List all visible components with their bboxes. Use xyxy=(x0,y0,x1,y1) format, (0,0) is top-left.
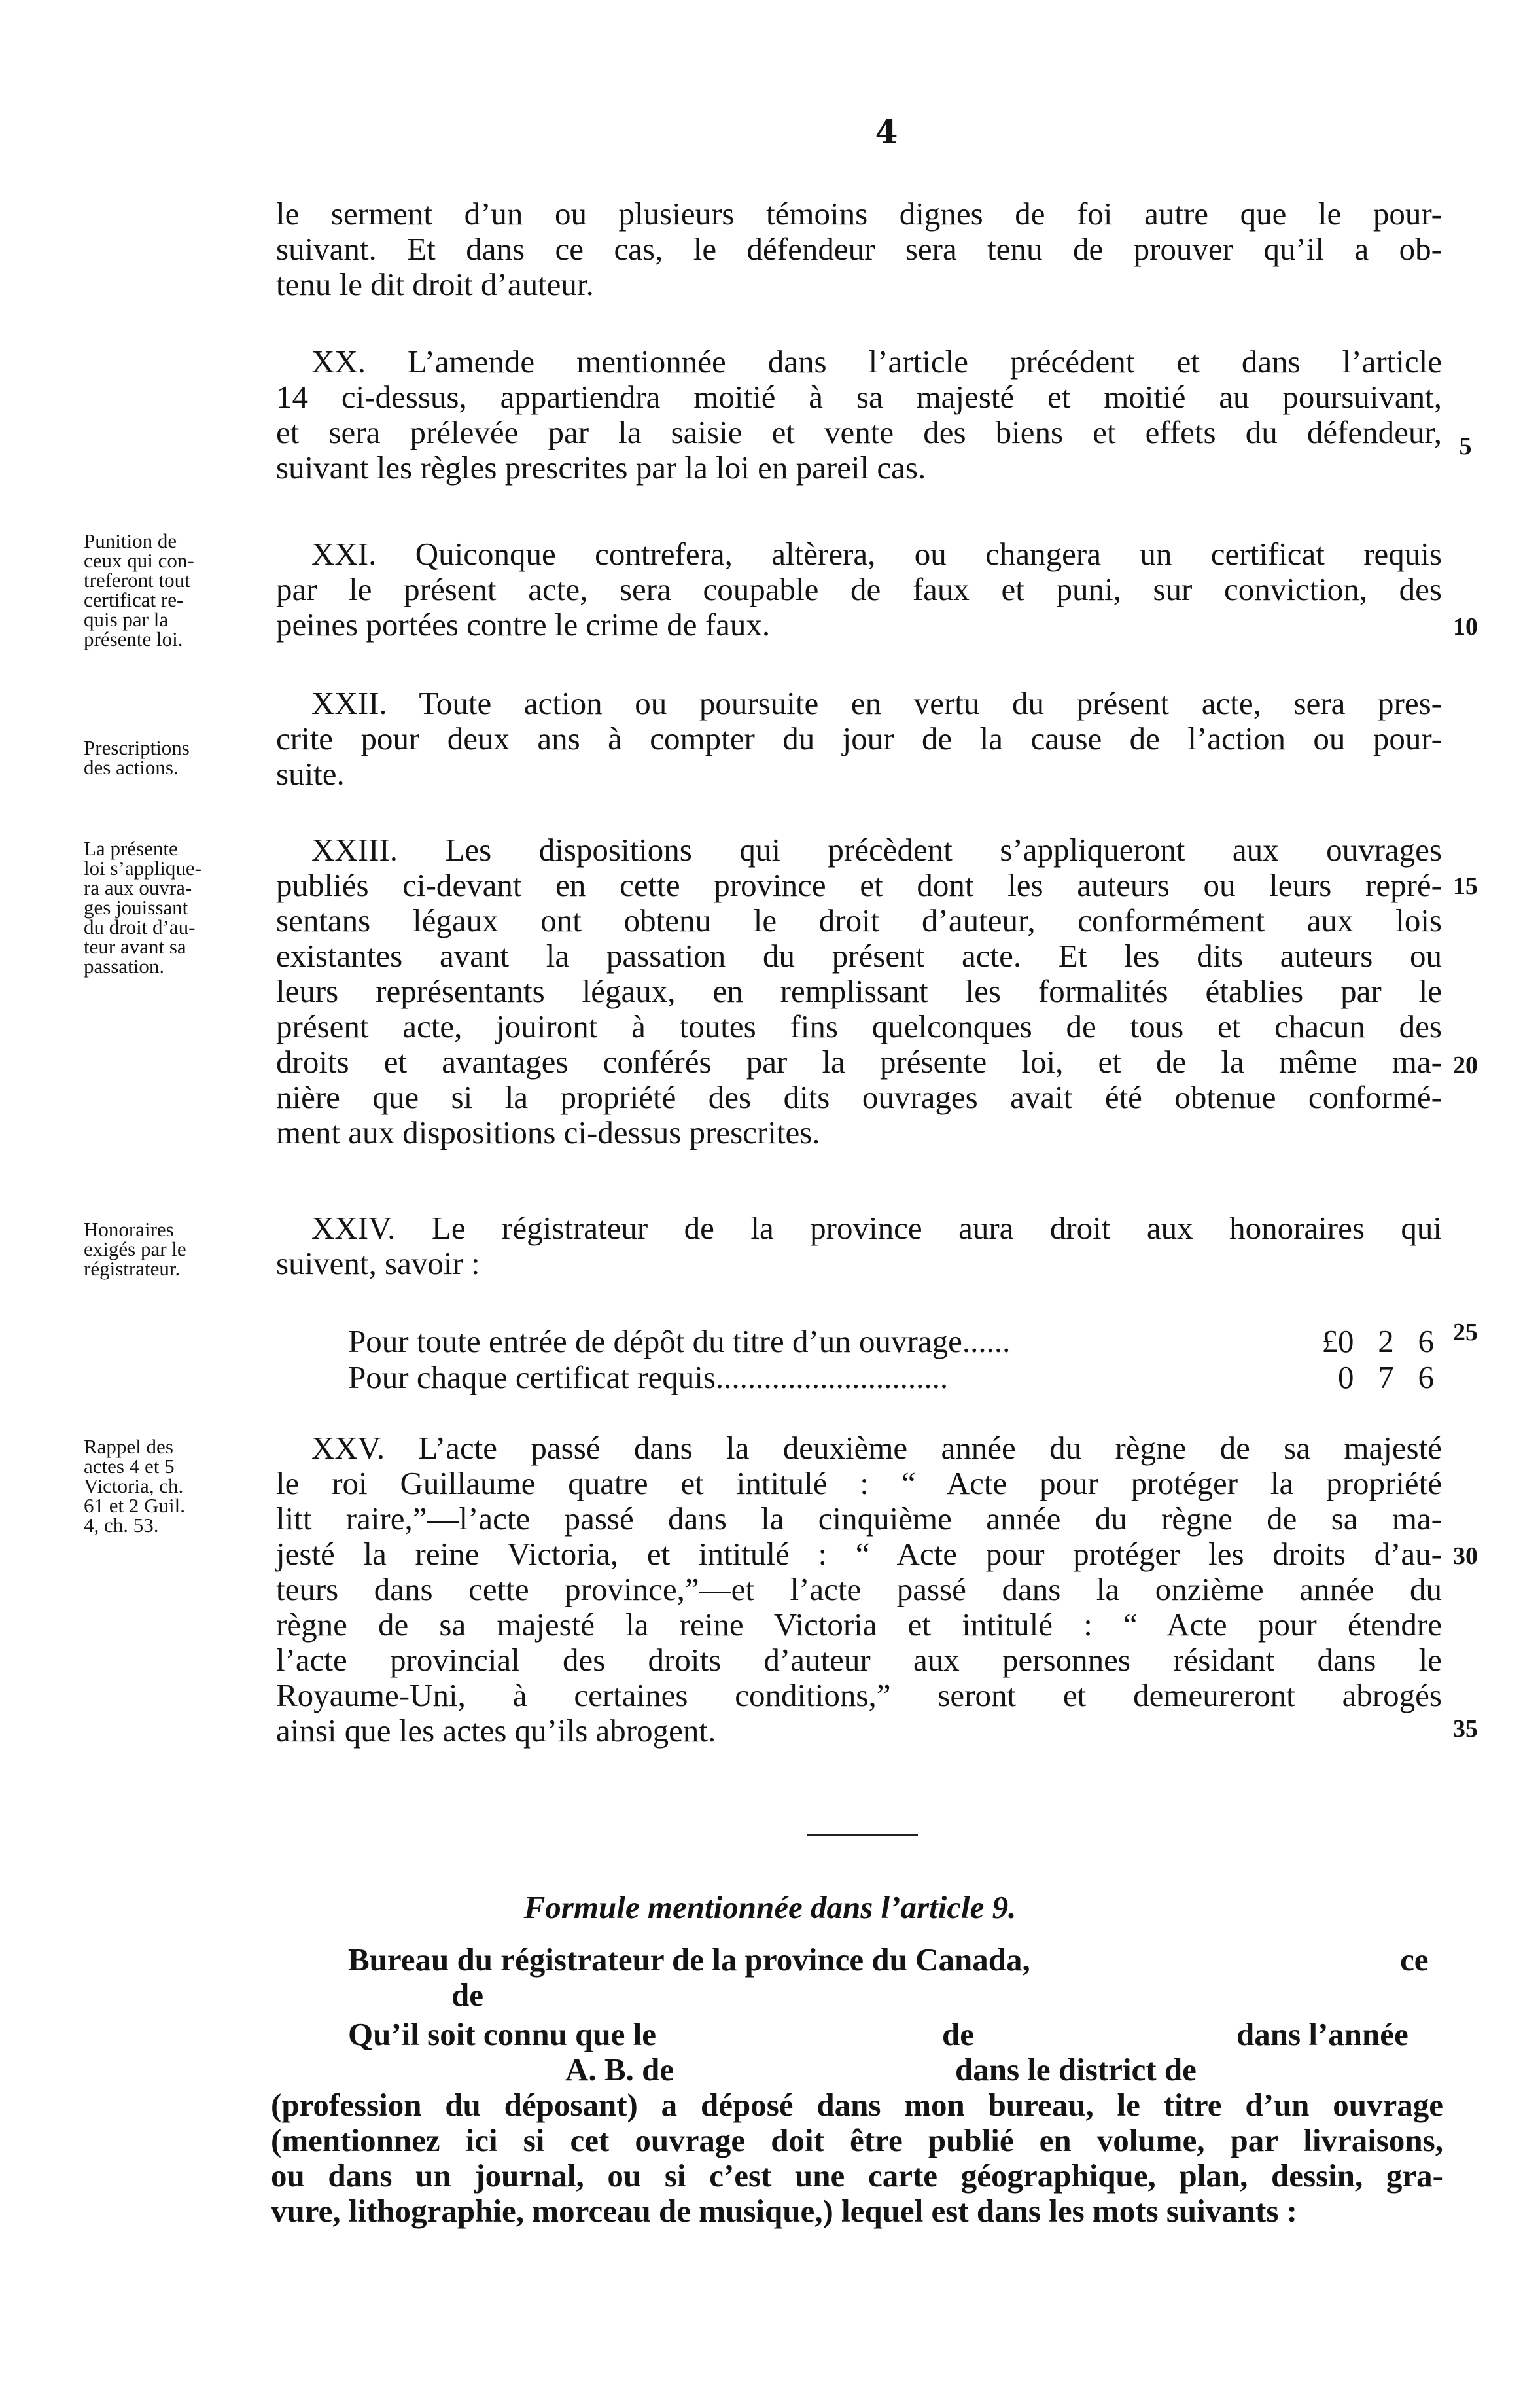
text-line: XXIV. Le régistrateur de la province aura droit aux honoraires qui xyxy=(311,1210,1442,1246)
article-24 xyxy=(276,1211,1442,1281)
text-line: ment aux dispositions ci-dessus prescrites. xyxy=(276,1114,820,1150)
margin-note-line: 61 et 2 Guil. xyxy=(84,1494,185,1517)
margin-note-line: 4, ch. 53. xyxy=(84,1514,159,1537)
margin-note-line: régistrateur. xyxy=(84,1257,181,1280)
text-line: (mentionnez ici si cet ouvrage doit être publié en volume, par livraisons, xyxy=(271,2122,1443,2158)
line-number: 20 xyxy=(1453,1052,1478,1079)
margin-note-line: treferont tout xyxy=(84,569,190,592)
text-line: règne de sa majesté la reine Victoria et intitulé : “ Acte pour étendre xyxy=(276,1607,1442,1643)
margin-note-line: certificat re- xyxy=(84,588,184,611)
fee-pence: 6 xyxy=(1418,1323,1434,1359)
text-line: leurs représentants légaux, en remplissant les formalités établies par le xyxy=(276,973,1442,1009)
margin-note-line: exigés par le xyxy=(84,1237,186,1260)
margin-note-line: Rappel des xyxy=(84,1435,173,1458)
text-line: suite. xyxy=(276,756,345,792)
form-ab: A. B. de xyxy=(565,2052,674,2088)
line-number: 5 xyxy=(1459,433,1472,460)
margin-note-line: présente loi. xyxy=(84,628,183,650)
margin-note-rappel xyxy=(84,1437,255,1535)
margin-note-line: ceux qui con- xyxy=(84,549,194,572)
text-line: par le présent acte, sera coupable de faux et puni, sur conviction, des xyxy=(276,571,1442,607)
fee-pounds: 0 xyxy=(1338,1359,1354,1395)
text-line: droits et avantages conférés par la présente loi, et de la même ma- xyxy=(276,1044,1442,1080)
form-dans-annee: dans l’année xyxy=(1236,2016,1409,2052)
margin-note-line: passation. xyxy=(84,955,165,978)
text-line: ou dans un journal, ou si c’est une carte géographique, plan, dessin, gra- xyxy=(271,2158,1443,2194)
page-number: 4 xyxy=(875,113,898,151)
text-line: XXIII. Les dispositions qui précèdent s’appliqueront aux ouvrages xyxy=(311,832,1442,868)
article-23 xyxy=(276,832,1442,1150)
line-number: 15 xyxy=(1453,872,1478,900)
fee-shillings: 2 xyxy=(1378,1323,1394,1359)
line-number: 25 xyxy=(1453,1319,1478,1346)
form-office-line: Bureau du régistrateur de la province du Canada, xyxy=(348,1942,1030,1978)
margin-note-presente-loi xyxy=(84,839,255,976)
line-number: 30 xyxy=(1453,1542,1478,1570)
text-line: jesté la reine Victoria, et intitulé : “ Acte pour protéger les droits d’au- xyxy=(276,1536,1442,1572)
text-line: crite pour deux ans à compter du jour de la cause de l’action ou pour- xyxy=(276,720,1442,756)
fee-pounds: £0 xyxy=(1321,1323,1354,1359)
margin-note-line: teur avant sa xyxy=(84,935,186,958)
form-ce: ce xyxy=(1400,1942,1429,1978)
fee-label: Pour chaque certificat requis............................. xyxy=(348,1359,949,1395)
fee-amount xyxy=(1338,1360,1434,1395)
section-divider xyxy=(807,1834,918,1836)
text-line: le serment d’un ou plusieurs témoins dignes de foi autre que le pour- xyxy=(276,196,1442,232)
margin-note-line: quis par la xyxy=(84,608,169,631)
margin-note-line: Punition de xyxy=(84,529,177,552)
margin-note-line: La présente xyxy=(84,837,178,860)
text-line: vure, lithographie, morceau de musique,) lequel est dans les mots suivants : xyxy=(271,2193,1297,2229)
form-district: dans le district de xyxy=(955,2052,1197,2088)
form-heading: Formule mentionnée dans l’article 9. xyxy=(523,1889,1017,1925)
line-number: 35 xyxy=(1453,1715,1478,1743)
margin-note-line: actes 4 et 5 xyxy=(84,1455,175,1478)
text-line: présent acte, jouiront à toutes fins quelconques de tous et chacun des xyxy=(276,1008,1442,1044)
text-line: XX. L’amende mentionnée dans l’article précédent et dans l’article xyxy=(311,344,1442,380)
margin-note-line: Victoria, ch. xyxy=(84,1474,184,1497)
text-line: publiés ci-devant en cette province et dont les auteurs ou leurs repré- xyxy=(276,867,1442,903)
line-number: 10 xyxy=(1453,613,1478,641)
text-line: suivent, savoir : xyxy=(276,1245,480,1281)
text-line: suivant. Et dans ce cas, le défendeur sera tenu de prouver qu’il a ob- xyxy=(276,231,1442,267)
form-de: de xyxy=(451,1977,483,2013)
margin-note-line: du droit d’au- xyxy=(84,916,196,938)
margin-note-punition xyxy=(84,531,255,649)
margin-note-line: ges jouissant xyxy=(84,896,188,919)
text-line: teurs dans cette province,”—et l’acte passé dans la onzième année du xyxy=(276,1571,1442,1607)
text-line: et sera prélevée par la saisie et vente des biens et effets du défendeur, xyxy=(276,414,1442,450)
article-22 xyxy=(276,686,1442,792)
margin-note-honoraires xyxy=(84,1220,255,1279)
paragraph-intro xyxy=(276,196,1442,302)
margin-note-line: Honoraires xyxy=(84,1218,174,1241)
text-line: peines portées contre le crime de faux. xyxy=(276,607,771,643)
form-connu-de: de xyxy=(942,2016,974,2052)
text-line: ainsi que les actes qu’ils abrogent. xyxy=(276,1713,716,1749)
text-line: l’acte provincial des droits d’auteur aux personnes résidant dans le xyxy=(276,1642,1442,1678)
margin-note-prescriptions xyxy=(84,738,255,777)
text-line: existantes avant la passation du présent acte. Et les dits auteurs ou xyxy=(276,938,1442,974)
margin-note-line: loi s’applique- xyxy=(84,857,201,880)
margin-note-line: ra aux ouvra- xyxy=(84,876,192,899)
form-connu: Qu’il soit connu que le xyxy=(348,2016,657,2052)
text-line: XXV. L’acte passé dans la deuxième année du règne de sa majesté xyxy=(311,1430,1442,1466)
text-line: suivant les règles prescrites par la loi en pareil cas. xyxy=(276,450,926,486)
text-line: XXII. Toute action ou poursuite en vertu du présent acte, sera pres- xyxy=(311,685,1442,721)
fee-pence: 6 xyxy=(1418,1359,1434,1395)
text-line: le roi Guillaume quatre et intitulé : “ Acte pour protéger la propriété xyxy=(276,1465,1442,1501)
text-line: tenu le dit droit d’auteur. xyxy=(276,266,594,302)
fee-shillings: 7 xyxy=(1378,1359,1394,1395)
margin-note-line: des actions. xyxy=(84,756,179,779)
text-line: 14 ci-dessus, appartiendra moitié à sa majesté et moitié au poursuivant, xyxy=(276,379,1442,415)
text-line: XXI. Quiconque contrefera, altèrera, ou changera un certificat requis xyxy=(311,536,1442,572)
margin-note-line: Prescriptions xyxy=(84,736,190,759)
fee-row xyxy=(348,1324,1434,1359)
text-line: sentans légaux ont obtenu le droit d’auteur, conformément aux lois xyxy=(276,902,1442,938)
fee-label: Pour toute entrée de dépôt du titre d’un ouvrage...... xyxy=(348,1323,1011,1359)
text-line: nière que si la propriété des dits ouvrages avait été obtenue conformé- xyxy=(276,1079,1442,1115)
text-line: litt raire,”—l’acte passé dans la cinquième année du règne de sa ma- xyxy=(276,1501,1442,1537)
fee-amount xyxy=(1322,1324,1435,1359)
article-20 xyxy=(276,344,1442,486)
article-25 xyxy=(276,1431,1442,1749)
fee-row xyxy=(348,1360,1434,1395)
article-21 xyxy=(276,537,1442,643)
text-line: (profession du déposant) a déposé dans mon bureau, le titre d’un ouvrage xyxy=(271,2087,1443,2123)
text-line: Royaume-Uni, à certaines conditions,” seront et demeureront abrogés xyxy=(276,1677,1442,1713)
form-body xyxy=(271,2088,1443,2229)
